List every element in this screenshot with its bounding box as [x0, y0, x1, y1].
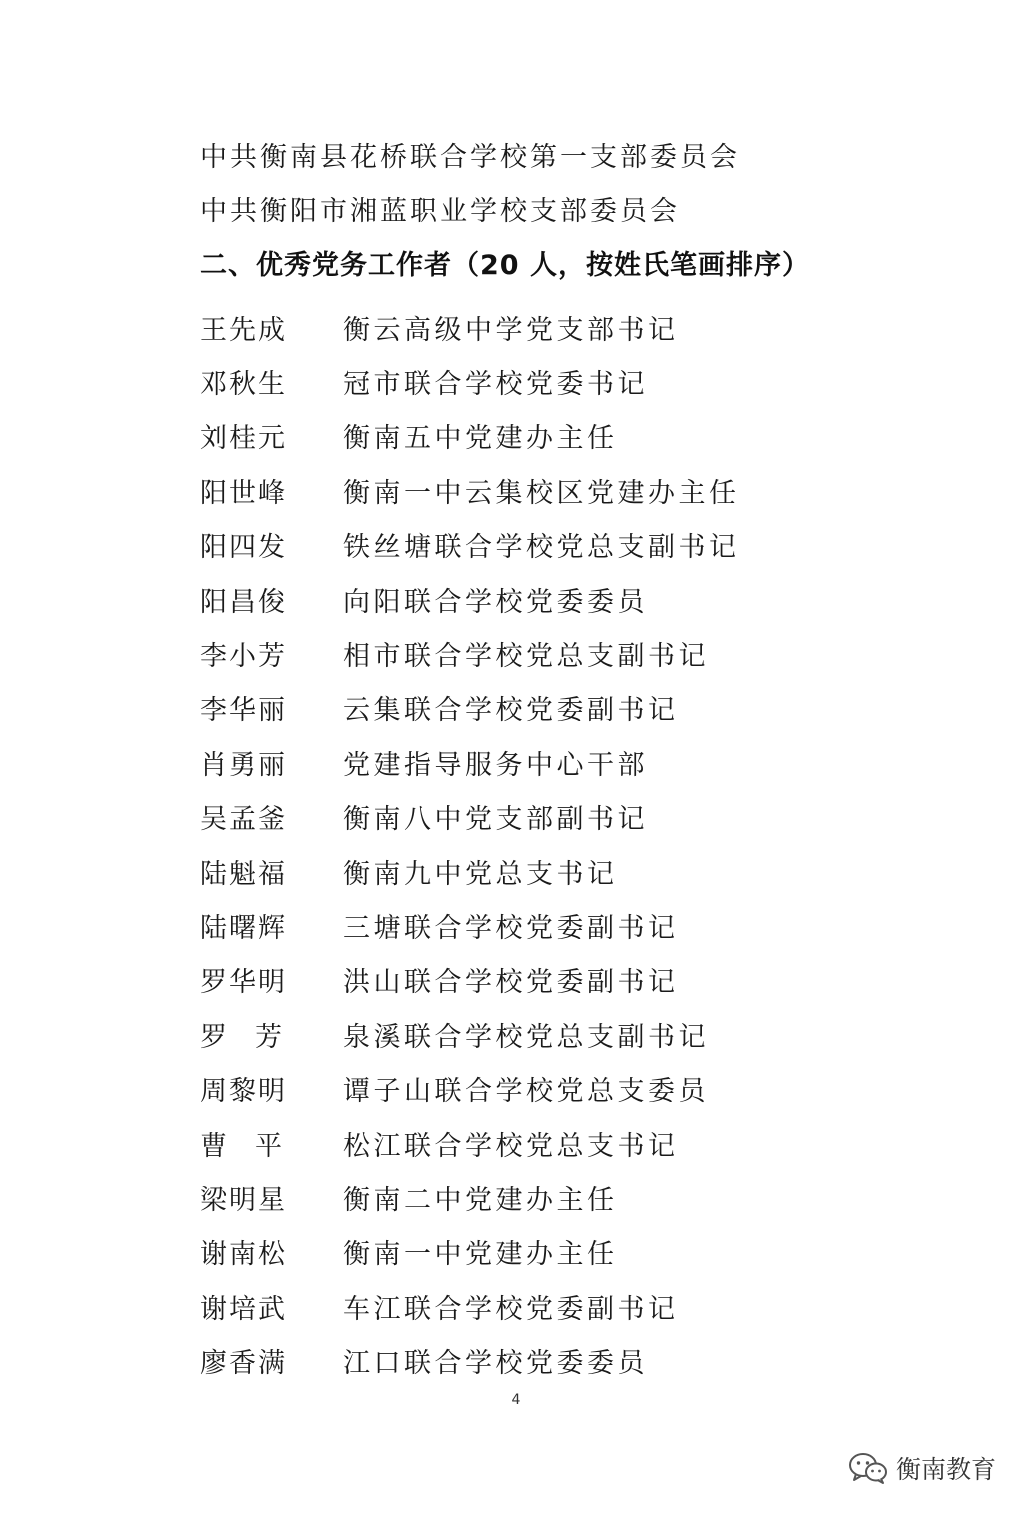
person-title: 党建指导服务中心干部 — [343, 749, 648, 781]
person-title: 衡南九中党总支书记 — [343, 858, 618, 890]
table-row — [200, 409, 740, 463]
person-name: 邓秋生 — [200, 369, 287, 401]
person-title: 松江联合学校党总支书记 — [343, 1130, 679, 1162]
person-title: 洪山联合学校党委副书记 — [343, 967, 679, 999]
person-name: 阳四发 — [200, 532, 287, 564]
watermark — [848, 1450, 996, 1486]
person-title: 江口联合学校党委委员 — [343, 1348, 648, 1380]
person-title: 三塘联合学校党委副书记 — [343, 912, 679, 944]
person-title: 冠市联合学校党委书记 — [343, 369, 648, 401]
section-heading: 二、优秀党务工作者（20 人，按姓氏笔画排序） — [200, 250, 810, 281]
organization-line: 中共衡阳市湘蓝职业学校支部委员会 — [200, 196, 680, 227]
table-row — [200, 1061, 740, 1115]
person-name: 曹平 — [200, 1130, 310, 1162]
person-name: 王先成 — [200, 314, 287, 346]
person-title: 谭子山联合学校党总支委员 — [343, 1076, 709, 1108]
person-name: 肖勇丽 — [200, 749, 287, 781]
person-title: 泉溪联合学校党总支副书记 — [343, 1021, 709, 1053]
person-name: 罗华明 — [200, 967, 287, 999]
person-title: 衡南二中党建办主任 — [343, 1184, 618, 1216]
person-name: 陆曙辉 — [200, 912, 287, 944]
table-row — [200, 1225, 740, 1279]
table-row — [200, 1333, 740, 1387]
person-name: 李小芳 — [200, 641, 287, 673]
person-name: 吴孟釜 — [200, 804, 287, 836]
person-name: 谢培武 — [200, 1293, 287, 1325]
table-row — [200, 300, 740, 354]
table-row — [200, 518, 740, 572]
page-number: 4 — [511, 1392, 521, 1408]
table-row — [200, 1116, 740, 1170]
person-title: 衡云高级中学党支部书记 — [343, 314, 679, 346]
person-title: 铁丝塘联合学校党总支副书记 — [343, 532, 740, 564]
table-row — [200, 1170, 740, 1224]
person-title: 衡南八中党支部副书记 — [343, 804, 648, 836]
table-row — [200, 572, 740, 626]
person-name: 廖香满 — [200, 1348, 287, 1380]
person-name: 周黎明 — [200, 1076, 287, 1108]
table-row — [200, 681, 740, 735]
table-row — [200, 1279, 740, 1333]
table-row — [200, 953, 740, 1007]
table-row — [200, 898, 740, 952]
person-name: 阳昌俊 — [200, 586, 287, 618]
person-title: 向阳联合学校党委委员 — [343, 586, 648, 618]
person-title: 云集联合学校党委副书记 — [343, 695, 679, 727]
person-name: 陆魁福 — [200, 858, 287, 890]
person-title: 车江联合学校党委副书记 — [343, 1293, 679, 1325]
person-name: 谢南松 — [200, 1239, 287, 1271]
organization-line: 中共衡南县花桥联合学校第一支部委员会 — [200, 142, 740, 173]
person-title: 衡南一中党建办主任 — [343, 1239, 618, 1271]
table-row — [200, 844, 740, 898]
table-row — [200, 735, 740, 789]
table-row — [200, 354, 740, 408]
table-row — [200, 463, 740, 517]
person-name: 刘桂元 — [200, 423, 287, 455]
watermark-text: 衡南教育 — [896, 1455, 997, 1484]
person-name: 梁明星 — [200, 1184, 287, 1216]
person-name: 李华丽 — [200, 695, 287, 727]
people-list — [200, 300, 740, 1388]
person-name: 罗芳 — [200, 1021, 310, 1053]
wechat-icon — [848, 1451, 888, 1485]
person-title: 相市联合学校党总支副书记 — [343, 641, 709, 673]
table-row — [200, 790, 740, 844]
person-name: 阳世峰 — [200, 477, 287, 509]
person-title: 衡南五中党建办主任 — [343, 423, 618, 455]
table-row — [200, 626, 740, 680]
person-title: 衡南一中云集校区党建办主任 — [343, 477, 740, 509]
table-row — [200, 1007, 740, 1061]
